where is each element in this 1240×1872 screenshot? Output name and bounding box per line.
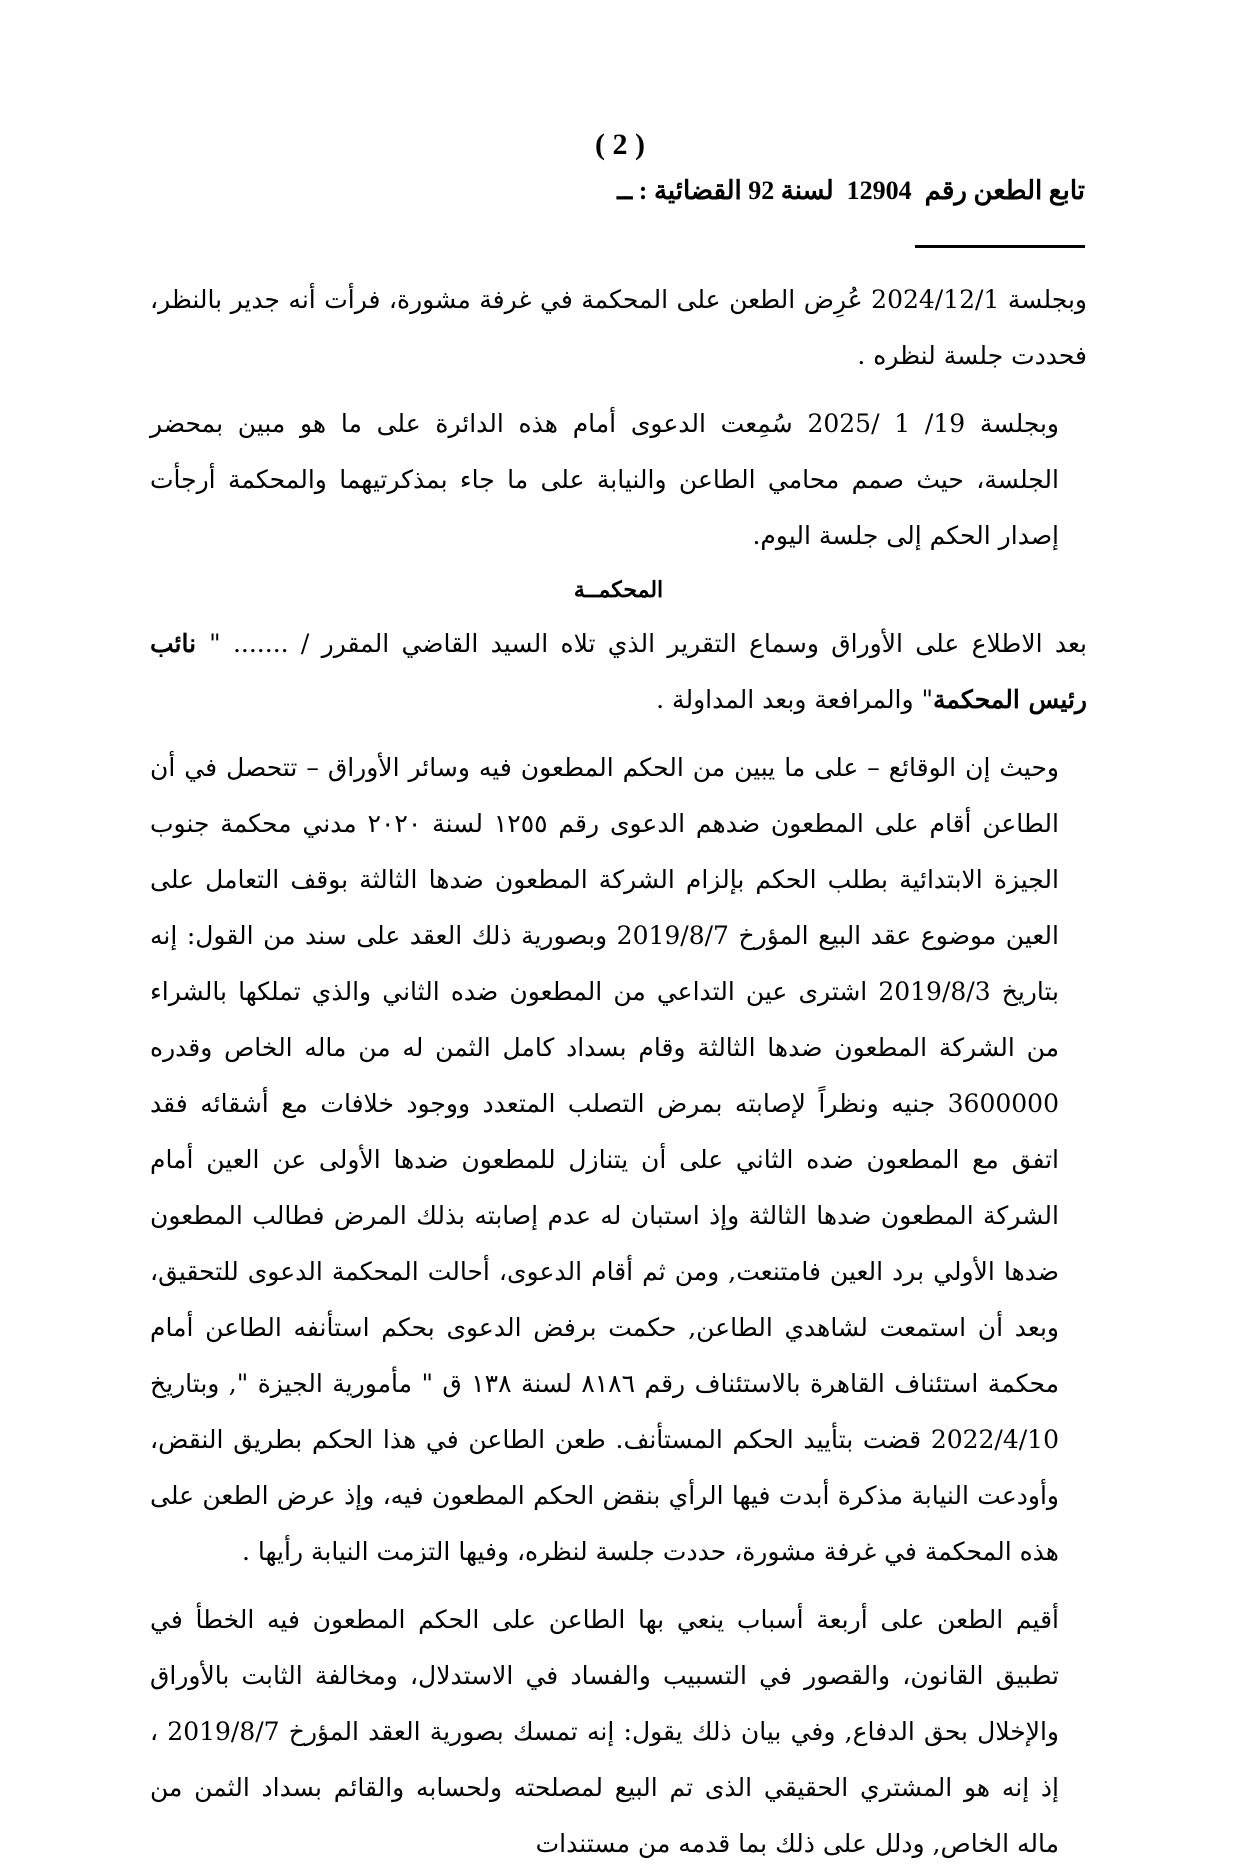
paragraph-review [150, 616, 1087, 728]
paragraph-session-2: وبجلسة 19/ 1 /2025 سُمِعت الدعوى أمام هذه الدائرة على ما هو مبين بمحضر الجلسة، حيث صمم محامي الطاعن والنيابة على ما جاء بمذكرتيهما والمحكمة أرجأت إصدار الحكم إلى جلسة اليوم. [150, 409, 1060, 550]
review-text-title: نائب رئيس المحكمة [150, 629, 1087, 714]
paragraph-grounds: أقيم الطعن على أربعة أسباب ينعي بها الطاعن على الحكم المطعون فيه الخطأ في تطبيق القانون، والقصور في التسبيب والفساد في الاستدلال، ومخالفة الثابت بالأوراق والإخلال بحق الدفاع, وفي بيان ذلك يقول: إنه تمسك بصورية العقد المؤرخ 2019/8/7 ، إذ إنه هو المشتري الحقيقي الذى تم البيع لمصلحته ولحسابه والقائم بسداد الثمن من ماله الخاص, ودلل على ذلك بما قدمه من مستندات [150, 1605, 1059, 1858]
case-year: 92 [748, 176, 775, 205]
case-number: 12904 [846, 176, 912, 205]
header-divider [915, 245, 1085, 248]
review-text-start: بعد الاطلاع على الأوراق وسماع التقرير الذي تلاه السيد القاضي المقرر / ....... " [209, 629, 1087, 658]
paragraph-facts: وحيث إن الوقائع – على ما يبين من الحكم المطعون فيه وسائر الأوراق – تتحصل في أن الطاعن أقام على المطعون ضدهم الدعوى رقم ١٢٥٥ لسنة ٢٠٢٠ مدني محكمة جنوب الجيزة الابتدائية بطلب الحكم بإلزام الشركة المطعون ضدها الثالثة بوقف التعامل على العين موضوع عقد البيع المؤرخ 2019/8/7 وبصورية ذلك العقد على سند من القول: إنه بتاريخ 2019/8/3 اشترى عين التداعي من المطعون ضده الثاني والذي تملكها بالشراء من الشركة المطعون ضدها الثالثة وقام بسداد كامل الثمن له من ماله الخاص وقدره 3600000 جنيه ونظراً لإصابته بمرض التصلب المتعدد ووجود خلافات مع أشقائه فقد اتفق مع المطعون ضده الثاني على أن يتنازل للمطعون ضدها الأولى عن العين أمام الشركة المطعون ضدها الثالثة وإذ استبان له عدم إصابته بذلك المرض فطالب المطعون ضدها الأولي برد العين فامتنعت, ومن ثم أقام الدعوى، أحالت المحكمة الدعوى للتحقيق، وبعد أن استمعت لشاهدي الطاعن, حكمت برفض الدعوى بحكم استأنفه الطاعن أمام محكمة استئناف القاهرة بالاستئناف رقم ٨١٨٦ لسنة ١٣٨ ق " مأمورية الجيزة ", وبتاريخ 2022/4/10 قضت بتأييد الحكم المستأنف. طعن الطاعن في هذا الحكم بطريق النقض، وأودعت النيابة مذكرة أبدت فيها الرأي بنقض الحكم المطعون فيه، وإذ عرض الطعن على هذه المحكمة في غرفة مشورة، حددت جلسة لنظره، وفيها التزمت النيابة رأيها . [150, 753, 1060, 1566]
judgment-body [150, 272, 1087, 1872]
paragraph-session-1: وبجلسة 2024/12/1 عُرِض الطعن على المحكمة في غرفة مشورة، فرأت أنه جدير بالنظر، فحددت جلسة لنظره . [150, 285, 1087, 370]
case-header-prefix: تابع الطعن رقم [924, 176, 1085, 205]
case-header-suffix: القضائية : ــ [617, 176, 742, 205]
case-header-middle: لسنة [780, 176, 834, 205]
case-header [155, 176, 1085, 206]
court-heading: المحكمــة [573, 577, 664, 603]
review-text-end: " والمرافعة وبعد المداولة . [656, 685, 934, 714]
page-number: ( 2 ) [595, 128, 645, 161]
